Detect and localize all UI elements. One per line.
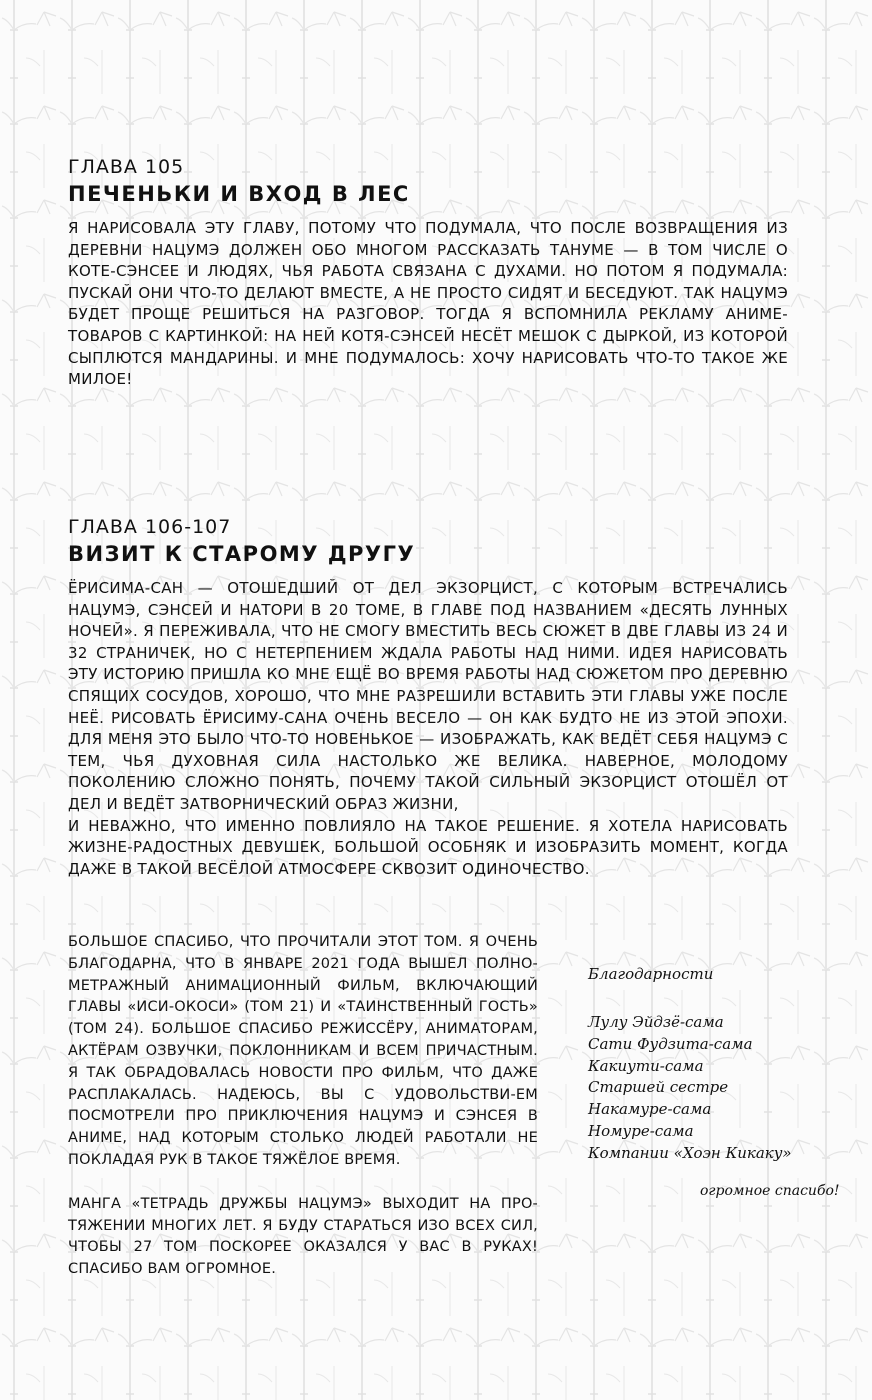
acknowledgement-item: Какиути-сама bbox=[588, 1056, 704, 1075]
chapter-106-107-body-continued: И НЕВАЖНО, ЧТО ИМЕННО ПОВЛИЯЛО НА ТАКОЕ РЕШЕНИЕ. Я ХОТЕЛА НАРИСОВАТЬ ЖИЗНЕ-РАДОСТНЫХ ДЕВУШЕК, БОЛЬШОЙ ОСОБНЯК И ИЗОБРАЗИТЬ МОМЕНТ, КОГДА ДАЖЕ В ТАКОЙ ВЕСЁЛОЙ АТМОСФЕРЕ СКВОЗИТ ОДИНОЧЕСТВО. bbox=[68, 816, 788, 878]
acknowledgement-item: Номуре-сама bbox=[588, 1121, 694, 1140]
closing-remarks bbox=[68, 932, 538, 1303]
acknowledgement-item: Сати Фудзита-сама bbox=[588, 1034, 753, 1053]
chapter-106-107-title: ВИЗИТ К СТАРОМУ ДРУГУ bbox=[68, 542, 416, 566]
acknowledgements-list bbox=[588, 1012, 838, 1165]
chapter-105-title: ПЕЧЕНЬКИ И ВХОД В ЛЕС bbox=[68, 182, 410, 206]
closing-paragraph-next-volume: МАНГА «ТЕТРАДЬ ДРУЖБЫ НАЦУМЭ» ВЫХОДИТ НА ПРО-ТЯЖЕНИИ МНОГИХ ЛЕТ. Я БУДУ СТАРАТЬСЯ ИЗО ВСЕХ СИЛ, ЧТОБЫ 27 ТОМ ПОСКОРЕЕ ОКАЗАЛСЯ У ВАС В РУКАХ! СПАСИБО ВАМ ОГРОМНОЕ. bbox=[68, 1195, 538, 1278]
closing-paragraph-movie: БОЛЬШОЕ СПАСИБО, ЧТО ПРОЧИТАЛИ ЭТОТ ТОМ. Я ОЧЕНЬ БЛАГОДАРНА, ЧТО В ЯНВАРЕ 2021 ГОДА ВЫШЕЛ ПОЛНО-МЕТРАЖНЫЙ АНИМАЦИОННЫЙ ФИЛЬМ, ВКЛЮЧАЮЩИЙ ГЛАВЫ «ИСИ-ОКОСИ» (ТОМ 21) И «ТАИНСТВЕННЫЙ ГОСТЬ» (ТОМ 24). БОЛЬШОЕ СПАСИБО РЕЖИССЁРУ, АНИМАТОРАМ, АКТЁРАМ ОЗВУЧКИ, ПОКЛОННИКАМ И ВСЕМ ПРИЧАСТНЫМ. Я ТАК ОБРАДОВАЛАСЬ НОВОСТИ ПРО ФИЛЬМ, ЧТО ДАЖЕ РАСПЛАКАЛАСЬ. НАДЕЮСЬ, ВЫ С УДОВОЛЬСТВИ-ЕМ ПОСМОТРЕЛИ ПРО ПРИКЛЮЧЕНИЯ НАЦУМЭ И СЭНСЕЯ В АНИМЕ, НАД КОТОРЫМ СТОЛЬКО ЛЮДЕЙ РАБОТАЛИ НЕ ПОКЛАДАЯ РУК В ТАКОЕ ТЯЖЁЛОЕ ВРЕМЯ. bbox=[68, 934, 538, 1168]
acknowledgement-item: Старшей сестре bbox=[588, 1078, 729, 1097]
acknowledgements-title: Благодарности bbox=[588, 965, 714, 983]
acknowledgement-item: Накамуре-сама bbox=[588, 1100, 712, 1119]
chapter-106-107-number: ГЛАВА 106-107 bbox=[68, 516, 232, 538]
chapter-105-section bbox=[68, 154, 788, 391]
acknowledgements-closing: огромное спасибо! bbox=[700, 1183, 840, 1199]
chapter-106-107-body: ЁРИСИМА-САН — ОТОШЕДШИЙ ОТ ДЕЛ ЭКЗОРЦИСТ, С КОТОРЫМ ВСТРЕЧАЛИСЬ НАЦУМЭ, СЭНСЕЙ И НАТОРИ В 20 ТОМЕ, В ГЛАВЕ ПОД НАЗВАНИЕМ «ДЕСЯТЬ ЛУННЫХ НОЧЕЙ». Я ПЕРЕЖИВАЛА, ЧТО НЕ СМОГУ ВМЕСТИТЬ ВЕСЬ СЮЖЕТ В ДВЕ ГЛАВЫ ИЗ 24 И 32 СТРАНИЧЕК, НО С НЕТЕРПЕНИЕМ ЖДАЛА РАБОТЫ НАД НИМИ. ИДЕЯ НАРИСОВАТЬ ЭТУ ИСТОРИЮ ПРИШЛА КО МНЕ ЕЩЁ ВО ВРЕМЯ РАБОТЫ НАД СЮЖЕТОМ ПРО ДЕРЕВНЮ СПЯЩИХ СОСУДОВ, ХОРОШО, ЧТО МНЕ РАЗРЕШИЛИ ВСТАВИТЬ ЭТИ ГЛАВЫ УЖЕ ПОСЛЕ НЕЁ. РИСОВАТЬ ЁРИСИМУ-САНА ОЧЕНЬ ВЕСЕЛО — ОН КАК БУДТО НЕ ИЗ ЭТОЙ ЭПОХИ. ДЛЯ МЕНЯ ЭТО БЫЛО ЧТО-ТО НОВЕНЬКОЕ — ИЗОБРАЖАТЬ, КАК ВЕДЁТ СЕБЯ НАЦУМЭ С ТЕМ, ЧЬЯ ДУХОВНАЯ СИЛА НАСТОЛЬКО ЖЕ ВЕЛИКА. НАВЕРНОЕ, МОЛОДОМУ ПОКОЛЕНИЮ СЛОЖНО ПОНЯТЬ, ПОЧЕМУ ТАКОЙ СИЛЬНЫЙ ЭКЗОРЦИСТ ОТОШЁЛ ОТ ДЕЛ И ВЕДЁТ ЗАТВОРНИЧЕСКИЙ ОБРАЗ ЖИЗНИ, bbox=[68, 579, 788, 813]
acknowledgements bbox=[588, 962, 838, 1165]
chapter-105-body: Я НАРИСОВАЛА ЭТУ ГЛАВУ, ПОТОМУ ЧТО ПОДУМАЛА, ЧТО ПОСЛЕ ВОЗВРАЩЕНИЯ ИЗ ДЕРЕВНИ НАЦУМЭ ДОЛЖЕН ОБО МНОГОМ РАССКАЗАТЬ ТАНУМЕ — В ТОМ ЧИСЛЕ О КОТЕ-СЭНСЕЕ И ЛЮДЯХ, ЧЬЯ РАБОТА СВЯЗАНА С ДУХАМИ. НО ПОТОМ Я ПОДУМАЛА: ПУСКАЙ ОНИ ЧТО-ТО ДЕЛАЮТ ВМЕСТЕ, А НЕ ПРОСТО СИДЯТ И БЕСЕДУЮТ. ТАК НАЦУМЭ БУДЕТ ПРОЩЕ РЕШИТЬСЯ НА РАЗГОВОР. ТОГДА Я ВСПОМНИЛА РЕКЛАМУ АНИМЕ-ТОВАРОВ С КАРТИНКОЙ: НА НЕЙ КОТЯ-СЭНСЕЙ НЕСЁТ МЕШОК С ДЫРКОЙ, ИЗ КОТОРОЙ СЫПЛЮТСЯ МАНДАРИНЫ. И МНЕ ПОДУМАЛОСЬ: ХОЧУ НАРИСОВАТЬ ЧТО-ТО ТАКОЕ ЖЕ МИЛОЕ! bbox=[68, 219, 788, 389]
chapter-105-number: ГЛАВА 105 bbox=[68, 156, 185, 178]
acknowledgement-item: Лулу Эйдзё-сама bbox=[588, 1013, 724, 1031]
chapter-106-107-section bbox=[68, 514, 788, 880]
acknowledgement-item: Компании «Хоэн Кикаку» bbox=[588, 1143, 792, 1162]
